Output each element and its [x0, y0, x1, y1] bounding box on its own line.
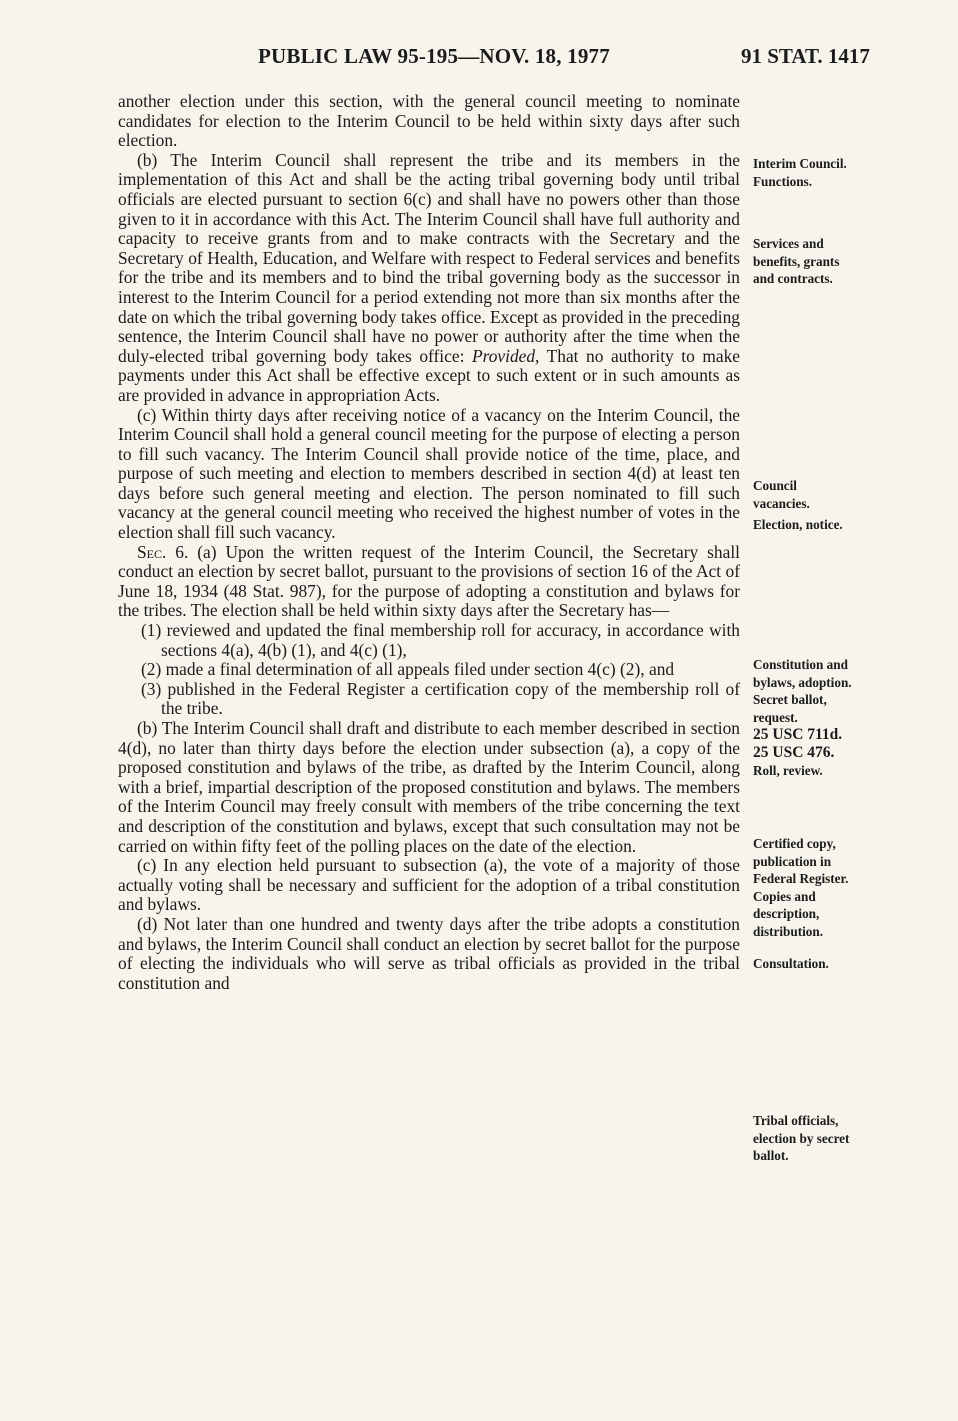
margin-note-line: Constitution and: [753, 657, 848, 672]
margin-note-line: publication in: [753, 853, 832, 869]
margin-note-line: 25 USC 711d.: [753, 726, 843, 744]
paragraph-5b-text: (b) The Interim Council shall represent the tribe and its members in the implementation of this Act and shall be the acting tribal governing body until tribal officials are elected pursuant to section 6(c) and shall have no powers other than those given to it in accordance with this Act. The Interim Council shall have full authority and capacity to receive grants from and to make contracts with the Secretary and the Secretary of Health, Education, and Welfare with respect to Federal services and benefits for the tribe and its members and to bind the tribal governing body as the successor in interest to the Interim Council for a period extending not more than six months after the date on which the tribal governing body takes office. Except as provided in the preceding sentence, the Interim Council shall have no power or authority after the time when the duly-elected tribal governing body takes office:: [118, 149, 740, 366]
section-label: Sec. 6.: [137, 541, 189, 562]
margin-note-certified-copy: [753, 835, 893, 941]
margin-note-line: Federal Register.: [753, 871, 849, 887]
margin-note-line: Functions.: [753, 173, 812, 189]
margin-note-line: Tribal officials,: [753, 1113, 839, 1128]
margin-note-line: Election, notice.: [753, 517, 843, 532]
margin-note-services: [753, 235, 893, 288]
margin-note-line: Secret ballot,: [753, 692, 827, 708]
paragraph-5b: [118, 151, 740, 406]
margin-note-line: Council: [753, 478, 797, 493]
margin-note-line: description,: [753, 906, 820, 922]
margin-note-interim-council: [753, 155, 893, 190]
body-text: [118, 92, 740, 993]
margin-note-line: bylaws, adoption.: [753, 674, 852, 690]
paragraph-continuation: another election under this section, with the general council meeting to nominate candidates for election to the Interim Council to be held within sixty days after such election.: [118, 91, 740, 151]
margin-note-line: Roll, review.: [753, 762, 823, 778]
paragraph-6a-text: (a) Upon the written request of the Interim Council, the Secretary shall conduct an election by secret ballot, pursuant to the provisions of section 16 of the Act of June 18, 1934 (48 Stat. 987), for the purpose of adopting a constitution and bylaws for the tribes. The election shall be held within sixty days after the Secretary has—: [118, 541, 740, 621]
margin-note-line: ballot.: [753, 1148, 789, 1164]
margin-note-line: election by secret: [753, 1130, 850, 1146]
list-item-2: (2) made a final determination of all appeals filed under section 4(c) (2), and: [141, 659, 675, 680]
paragraph-5b-proviso: That no authority to make payments under this Act shall be effective except to such extent or in such amounts as are provided in advance in appropriation Acts.: [118, 345, 740, 405]
list-item-3: (3) published in the Federal Register a certification copy of the membership roll of the tribe.: [141, 678, 740, 719]
margin-note-election-notice: [753, 516, 893, 534]
margin-note-tribal-officials: [753, 1112, 893, 1165]
list-item-1: (1) reviewed and updated the final membership roll for accuracy, in accordance with sections 4(a), 4(b) (1), and 4(c) (1),: [141, 620, 740, 660]
margin-note-line: Certified copy,: [753, 836, 836, 851]
margin-note-line: request.: [753, 709, 798, 725]
provided-term: Provided,: [471, 345, 540, 366]
margin-note-line: Consultation.: [753, 956, 829, 971]
page-header-title: PUBLIC LAW 95-195—NOV. 18, 1977: [258, 44, 610, 68]
margin-note-consultation: [753, 955, 893, 973]
margin-note-line: distribution.: [753, 923, 823, 939]
paragraph-5c: (c) Within thirty days after receiving notice of a vacancy on the Interim Council, the Interim Council shall hold a general council meeting for the purpose of electing a person to fill such vacancy. The Interim Council shall provide notice of the time, place, and purpose of such meeting and election to members described in section 4(d) at least ten days before such general meeting and election. The person nominated to fill such vacancy at the general council meeting who received the highest number of votes in the election shall fill such vacancy.: [118, 404, 740, 543]
margin-note-line: Interim Council.: [753, 156, 847, 171]
margin-note-line: vacancies.: [753, 495, 810, 511]
margin-note-line: Copies and: [753, 888, 816, 904]
margin-note-council-vacancies: [753, 477, 893, 512]
page-header-stat: 91 STAT. 1417: [741, 44, 870, 68]
margin-note-line: 25 USC 476.: [753, 743, 835, 761]
margin-note-line: benefits, grants: [753, 253, 840, 269]
paragraph-6d: (d) Not later than one hundred and twenty days after the tribe adopts a constitution and bylaws, the Interim Council shall conduct an election by secret ballot for the purpose of electing the individuals who will serve as tribal officials as provided in the tribal constitution and: [118, 913, 740, 993]
paragraph-6b: (b) The Interim Council shall draft and distribute to each member described in section 4(d), no later than thirty days before the election under subsection (a), a copy of the proposed constitution and bylaws of the tribe, as drafted by the Interim Council, along with a brief, impartial description of the proposed constitution and bylaws. The members of the Interim Council may freely consult with members of the tribe concerning the text and description of the constitution and bylaws, except that such consultation may not be carried on within fifty feet of the polling places on the date of the election.: [118, 718, 740, 856]
paragraph-6c: (c) In any election held pursuant to subsection (a), the vote of a majority of those actually voting shall be necessary and sufficient for the adoption of a tribal constitution and bylaws.: [118, 855, 740, 915]
paragraph-6a: [118, 543, 740, 621]
margin-note-line: and contracts.: [753, 271, 833, 287]
margin-note-constitution: [753, 656, 893, 779]
margin-note-line: Services and: [753, 236, 824, 251]
